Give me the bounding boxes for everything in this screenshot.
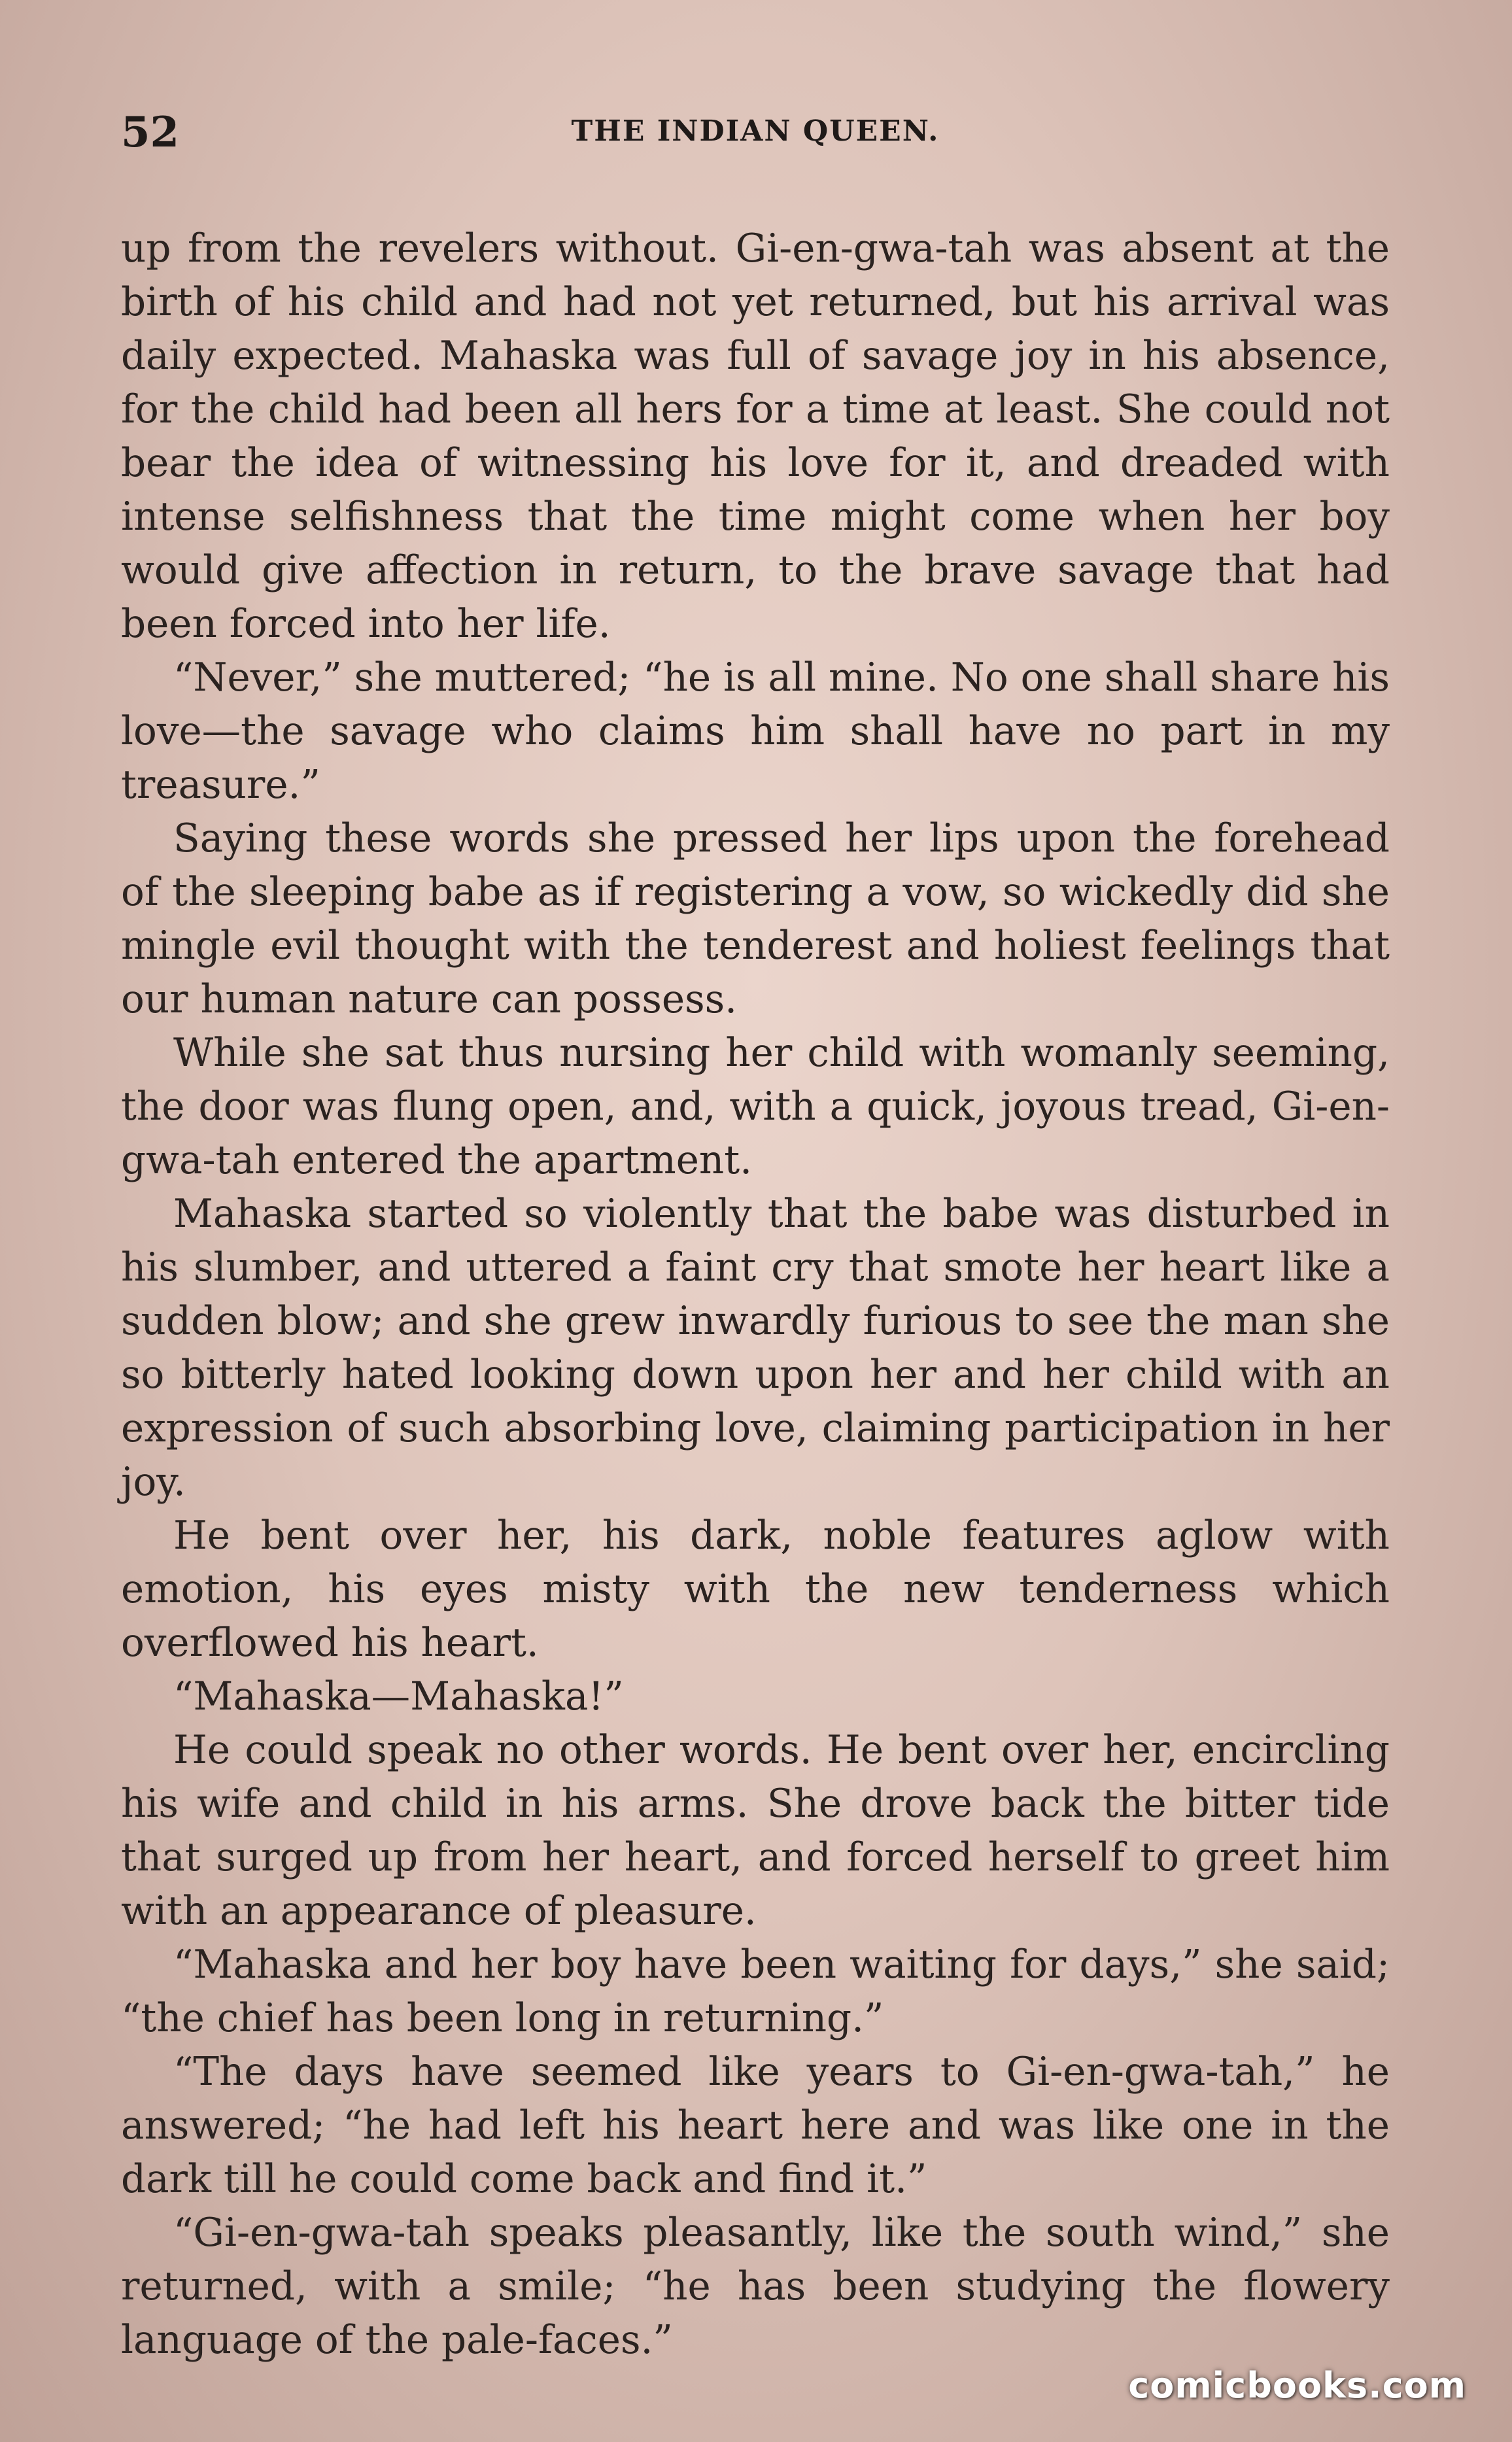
paragraph: Mahaska started so violently that the babe was disturbed in his slumber, and uttered a faint cry that smote her heart like a sudden blow; and she grew inwardly furious to see the man she so bitterly hated looking down upon her and her child with an expression of such absorbing love, claiming participation in her joy. bbox=[121, 1192, 1390, 1505]
page-number: 52 bbox=[121, 108, 180, 157]
body-text bbox=[121, 222, 1390, 2367]
paragraph: While she sat thus nursing her child with womanly seeming, the door was flung open, and, with a quick, joyous tread, Gi-en-gwa-tah entered the apartment. bbox=[121, 1031, 1390, 1183]
paragraph: Saying these words she pressed her lips upon the forehead of the sleeping babe as if registering a vow, so wickedly did she mingle evil thought with the tenderest and holiest feelings that our human nature can possess. bbox=[121, 816, 1390, 1022]
paragraph: “Gi-en-gwa-tah speaks pleasantly, like the south wind,” she returned, with a smile; “he has been studying the flowery language of the pale-faces.” bbox=[121, 2210, 1390, 2363]
paragraph: up from the revelers without. Gi-en-gwa-tah was absent at the birth of his child and had not yet returned, but his arrival was daily expected. Mahaska was full of savage joy in his absence, for the child had been all hers for a time at least. She could not bear the idea of witnessing his love for it, and dreaded with intense selfishness that the time might come when her boy would give affection in return, to the brave savage that had been forced into her life. bbox=[121, 226, 1390, 647]
book-page bbox=[121, 98, 1390, 2363]
paragraph: “Mahaska—Mahaska!” bbox=[173, 1674, 624, 1719]
paragraph: “Never,” she muttered; “he is all mine. No one shall share his love—the savage who claims him shall have no part in my treasure.” bbox=[121, 655, 1390, 808]
paragraph: “The days have seemed like years to Gi-en-gwa-tah,” he answered; “he had left his heart here and was like one in the dark till he could come back and find it.” bbox=[121, 2050, 1390, 2202]
watermark: comicbooks.com bbox=[1128, 2365, 1466, 2406]
paragraph: He could speak no other words. He bent over her, encircling his wife and child in his arms. She drove back the bitter tide that surged up from her heart, and forced herself to greet him with an appearance of pleasure. bbox=[121, 1728, 1390, 1934]
paragraph: He bent over her, his dark, noble features aglow with emotion, his eyes misty with the new tenderness which overflowed his heart. bbox=[121, 1513, 1390, 1666]
running-title: THE INDIAN QUEEN. bbox=[571, 114, 940, 148]
paragraph: “Mahaska and her boy have been waiting for days,” she said; “the chief has been long in returning.” bbox=[121, 1942, 1390, 2041]
page-header bbox=[121, 98, 1390, 157]
